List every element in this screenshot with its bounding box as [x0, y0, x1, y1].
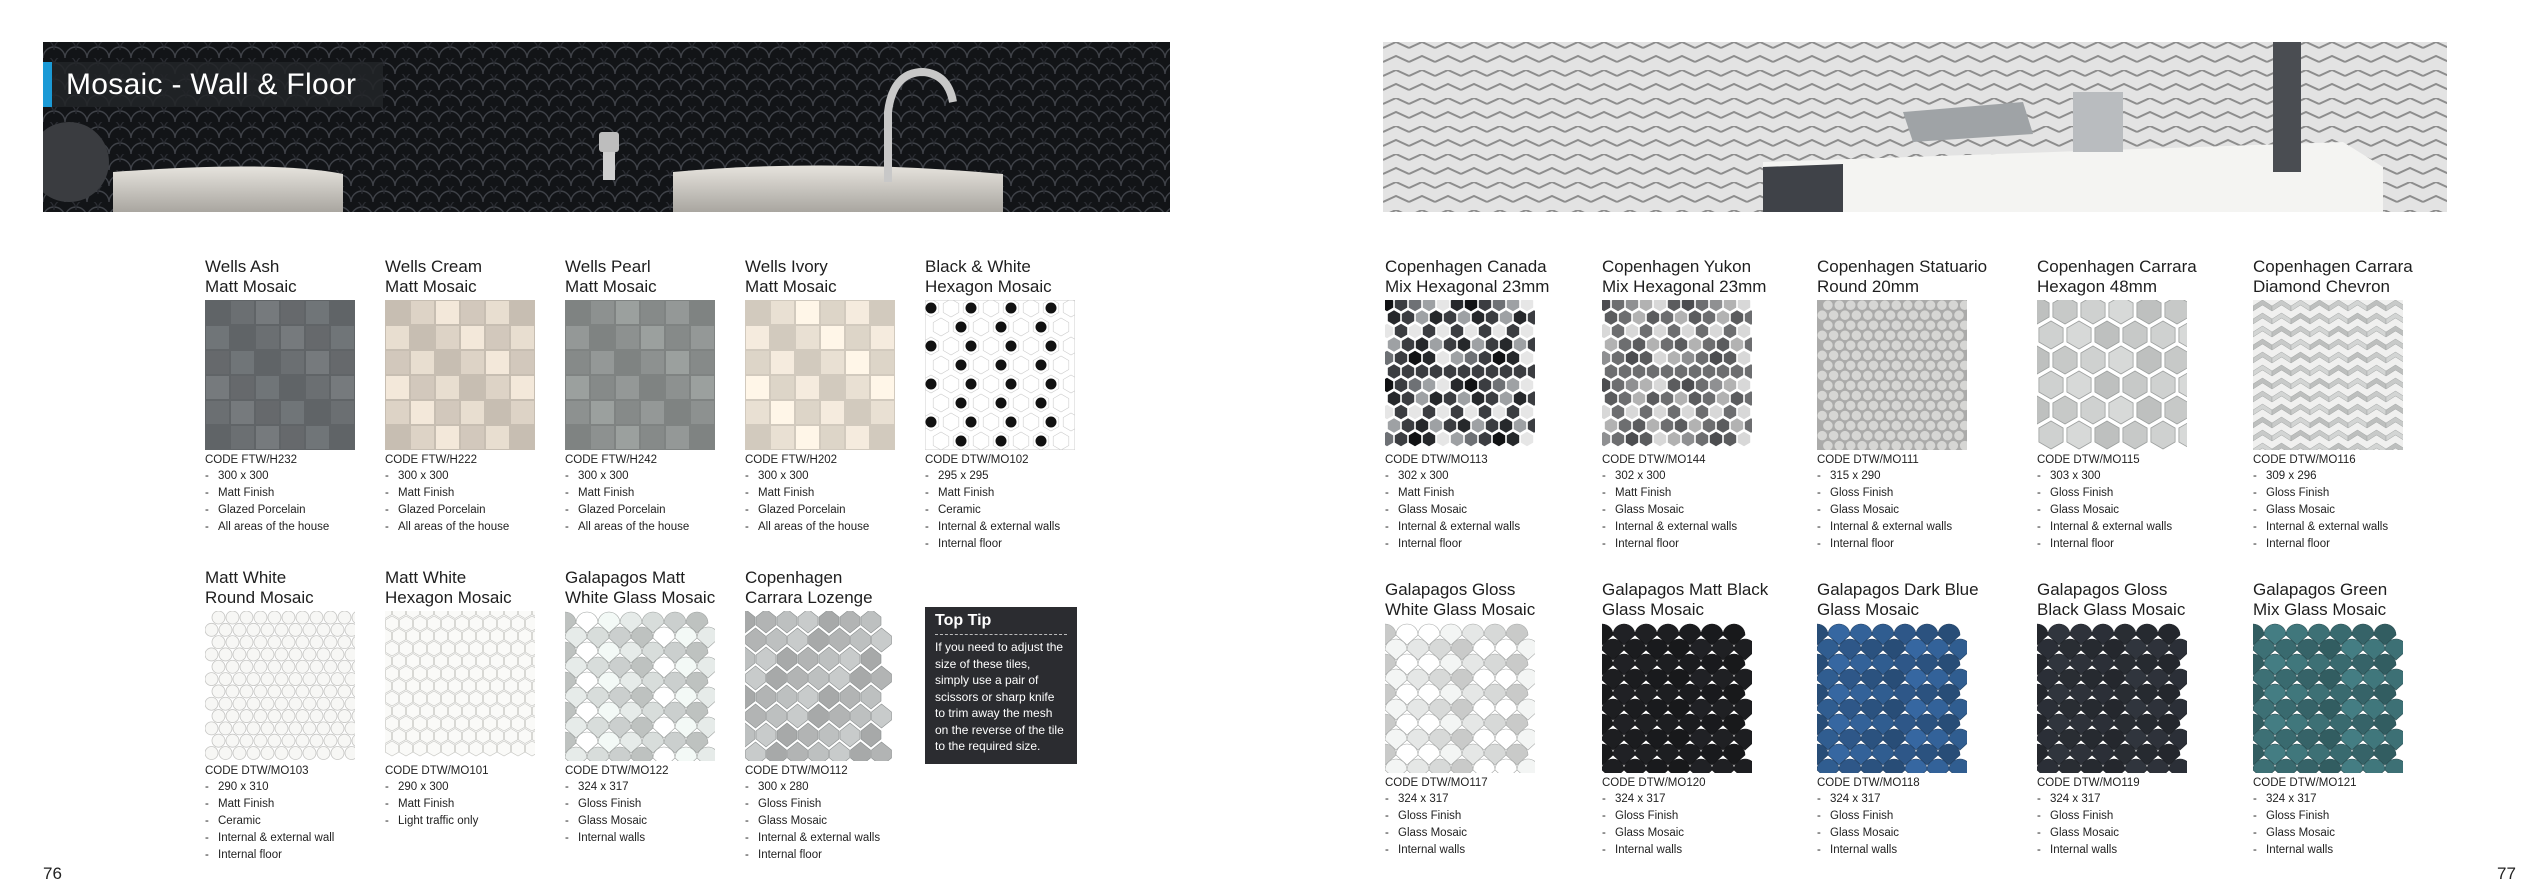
spec-item: - 290 x 300 — [385, 779, 561, 796]
product-card[interactable] — [1385, 580, 1561, 859]
spec-item: - Internal floor — [2037, 536, 2213, 553]
spec-item: - Internal walls — [1602, 842, 1778, 859]
product-card[interactable] — [2037, 580, 2213, 859]
spec-item: - 315 x 290 — [1817, 468, 1993, 485]
product-code: CODE FTW/H222 — [385, 454, 478, 466]
spec-item: - Glass Mosaic — [1602, 502, 1778, 519]
spec-item: - Matt Finish — [745, 485, 921, 502]
spec-item: - Gloss Finish — [2037, 808, 2213, 825]
tile-swatch — [205, 300, 355, 450]
spec-list — [565, 468, 741, 536]
product-code: CODE DTW/MO116 — [2253, 454, 2356, 466]
spec-list — [745, 468, 921, 536]
spec-item: - Gloss Finish — [2253, 485, 2429, 502]
spec-item: - Internal walls — [565, 830, 741, 847]
product-code: CODE DTW/MO111 — [1817, 454, 1919, 466]
spec-list — [1817, 468, 1993, 553]
spec-list — [925, 468, 1101, 553]
spec-list — [1602, 791, 1778, 859]
product-name: Galapagos Dark Blue Glass Mosaic — [1817, 580, 1979, 619]
spec-item: - 324 x 317 — [1602, 791, 1778, 808]
product-code: CODE DTW/MO118 — [1817, 777, 1920, 789]
spec-item: - Internal & external wall — [205, 830, 381, 847]
spec-item: - Glazed Porcelain — [205, 502, 381, 519]
spec-item: - Internal & external walls — [1385, 519, 1561, 536]
spec-item: - Ceramic — [205, 813, 381, 830]
product-code: CODE DTW/MO117 — [1385, 777, 1488, 789]
top-tip-title: Top Tip — [935, 612, 1067, 635]
spec-item: - Glazed Porcelain — [385, 502, 561, 519]
spec-item: - 300 x 300 — [385, 468, 561, 485]
spec-item: - Internal & external walls — [745, 830, 921, 847]
spec-item: - Internal floor — [2253, 536, 2429, 553]
tile-swatch — [1817, 300, 1967, 450]
spec-item: - Matt Finish — [205, 796, 381, 813]
spec-item: - Internal walls — [2253, 842, 2429, 859]
basin-left — [113, 166, 343, 212]
spec-item: - Internal floor — [1602, 536, 1778, 553]
spec-item: - Gloss Finish — [745, 796, 921, 813]
product-code: CODE DTW/MO122 — [565, 765, 669, 777]
product-name: Matt White Round Mosaic — [205, 568, 314, 607]
spec-list — [205, 468, 381, 536]
banner-image-right — [1383, 42, 2447, 212]
spec-item: - 324 x 317 — [1385, 791, 1561, 808]
product-name: Wells Ash Matt Mosaic — [205, 257, 297, 296]
spec-item: - Matt Finish — [1602, 485, 1778, 502]
spec-item: - Matt Finish — [205, 485, 381, 502]
spec-list — [2253, 468, 2429, 553]
spec-item: - 300 x 300 — [205, 468, 381, 485]
spec-item: - Internal & external walls — [2253, 519, 2429, 536]
tile-swatch — [1817, 623, 1967, 773]
spec-item: - Glass Mosaic — [1817, 825, 1993, 842]
product-card[interactable] — [1817, 257, 1993, 553]
tile-swatch — [1385, 300, 1535, 450]
spec-item: - Gloss Finish — [2253, 808, 2429, 825]
product-name: Wells Ivory Matt Mosaic — [745, 257, 837, 296]
spec-item: - 302 x 300 — [1602, 468, 1778, 485]
spec-list — [385, 779, 561, 830]
product-card[interactable] — [565, 568, 741, 847]
spec-item: - Light traffic only — [385, 813, 561, 830]
spec-item: - Gloss Finish — [565, 796, 741, 813]
tile-swatch — [2037, 623, 2187, 773]
product-card[interactable] — [2253, 257, 2429, 553]
spec-item: - Internal & external walls — [925, 519, 1101, 536]
spec-item: - Glass Mosaic — [2253, 502, 2429, 519]
chevron-tile-wall — [1383, 42, 2447, 212]
spec-item: - Internal & external walls — [2037, 519, 2213, 536]
spec-item: - Gloss Finish — [1602, 808, 1778, 825]
tile-swatch — [2253, 300, 2403, 450]
page-title: Mosaic - Wall & Floor — [66, 67, 357, 101]
product-name: Copenhagen Statuario Round 20mm — [1817, 257, 1988, 296]
product-code: CODE DTW/MO121 — [2253, 777, 2357, 789]
tile-swatch — [565, 611, 715, 761]
product-card[interactable] — [1602, 257, 1778, 553]
spec-item: - Glass Mosaic — [2037, 825, 2213, 842]
product-name: Copenhagen Carrara Diamond Chevron — [2253, 257, 2413, 296]
tile-swatch — [1602, 623, 1752, 773]
spec-item: - 309 x 296 — [2253, 468, 2429, 485]
top-tip-body: If you need to adjust the size of these tiles, simply use a pair of scissors or sharp knife to trim away the mesh on the reverse of the tile to the required size. — [935, 640, 1064, 753]
spec-item: - Gloss Finish — [1817, 808, 1993, 825]
spec-list — [745, 779, 921, 864]
spec-list — [1385, 468, 1561, 553]
product-card[interactable] — [2037, 257, 2213, 553]
product-card[interactable] — [925, 257, 1101, 553]
product-code: CODE DTW/MO115 — [2037, 454, 2140, 466]
spec-item: - Glass Mosaic — [1385, 502, 1561, 519]
product-card[interactable] — [385, 257, 561, 536]
product-card[interactable] — [1602, 580, 1778, 859]
spec-item: - Internal walls — [1385, 842, 1561, 859]
spec-item: - Internal & external walls — [1602, 519, 1778, 536]
product-card[interactable] — [205, 568, 381, 864]
spec-item: - Matt Finish — [385, 796, 561, 813]
product-card[interactable] — [745, 568, 921, 864]
spec-item: - Internal floor — [745, 847, 921, 864]
product-name: Galapagos Gloss Black Glass Mosaic — [2037, 580, 2186, 619]
spec-item: - Matt Finish — [925, 485, 1101, 502]
product-name: Wells Cream Matt Mosaic — [385, 257, 482, 296]
tile-swatch — [745, 611, 895, 761]
tile-swatch — [565, 300, 715, 450]
product-name: Galapagos Green Mix Glass Mosaic — [2253, 580, 2388, 619]
title-accent-bar — [43, 62, 52, 107]
spec-item: - 324 x 317 — [2253, 791, 2429, 808]
spec-item: - Internal floor — [205, 847, 381, 864]
spec-item: - Gloss Finish — [1385, 808, 1561, 825]
spec-list — [1385, 791, 1561, 859]
spec-item: - Matt Finish — [1385, 485, 1561, 502]
product-code: CODE DTW/MO120 — [1602, 777, 1706, 789]
spec-item: - 302 x 300 — [1385, 468, 1561, 485]
product-name: Galapagos Gloss White Glass Mosaic — [1385, 580, 1536, 619]
product-card[interactable] — [2253, 580, 2429, 859]
spec-item: - Internal floor — [1385, 536, 1561, 553]
product-card[interactable] — [1817, 580, 1993, 859]
tile-swatch — [1385, 623, 1535, 773]
spec-item: - Glass Mosaic — [2253, 825, 2429, 842]
product-code: CODE DTW/MO103 — [205, 765, 309, 777]
top-tip-box — [925, 607, 1077, 764]
spec-item: - Glass Mosaic — [2037, 502, 2213, 519]
product-name: Copenhagen Yukon Mix Hexagonal 23mm — [1602, 257, 1767, 296]
spec-item: - Glass Mosaic — [1602, 825, 1778, 842]
product-name: Galapagos Matt Black Glass Mosaic — [1602, 580, 1769, 619]
product-code: CODE DTW/MO101 — [385, 765, 489, 777]
spec-item: - Glazed Porcelain — [565, 502, 741, 519]
product-name: Copenhagen Carrara Lozenge — [745, 568, 873, 607]
spec-item: - Glass Mosaic — [1385, 825, 1561, 842]
tile-swatch — [205, 611, 355, 761]
product-name: Black & White Hexagon Mosaic — [925, 257, 1052, 296]
product-code: CODE DTW/MO113 — [1385, 454, 1488, 466]
tile-swatch — [745, 300, 895, 450]
spec-list — [1817, 791, 1993, 859]
spec-item: - 290 x 310 — [205, 779, 381, 796]
page-number-left: 76 — [43, 864, 62, 883]
spec-item: - Internal floor — [1817, 536, 1993, 553]
spec-item: - All areas of the house — [745, 519, 921, 536]
tile-swatch — [925, 300, 1075, 450]
product-card[interactable] — [205, 257, 381, 536]
spec-item: - Matt Finish — [385, 485, 561, 502]
spec-item: - 324 x 317 — [2037, 791, 2213, 808]
product-name: Copenhagen Carrara Hexagon 48mm — [2037, 257, 2197, 296]
spec-item: - Internal & external walls — [1817, 519, 1993, 536]
product-code: CODE FTW/H202 — [745, 454, 838, 466]
spec-item: - 324 x 317 — [1817, 791, 1993, 808]
product-card[interactable] — [745, 257, 921, 536]
spec-list — [205, 779, 381, 864]
tile-swatch — [385, 611, 535, 761]
spec-item: - Glass Mosaic — [1817, 502, 1993, 519]
spec-list — [385, 468, 561, 536]
product-name: Galapagos Matt White Glass Mosaic — [565, 568, 716, 607]
spec-item: - Internal walls — [1817, 842, 1993, 859]
spec-item: - 300 x 300 — [745, 468, 921, 485]
tile-swatch — [385, 300, 535, 450]
spec-list — [2037, 468, 2213, 553]
tile-swatch — [1602, 300, 1752, 450]
tile-swatch — [2253, 623, 2403, 773]
tile-swatch — [2037, 300, 2187, 450]
spec-item: - Internal walls — [2037, 842, 2213, 859]
product-code: CODE DTW/MO119 — [2037, 777, 2140, 789]
spec-item: - 300 x 300 — [565, 468, 741, 485]
spec-item: - Gloss Finish — [2037, 485, 2213, 502]
spec-item: - 300 x 280 — [745, 779, 921, 796]
spec-item: - 303 x 300 — [2037, 468, 2213, 485]
spec-item: - Glass Mosaic — [565, 813, 741, 830]
spec-item: - 295 x 295 — [925, 468, 1101, 485]
basin-right — [673, 165, 1003, 212]
spec-item: - All areas of the house — [205, 519, 381, 536]
product-code: CODE FTW/H232 — [205, 454, 298, 466]
spec-item: - All areas of the house — [565, 519, 741, 536]
spec-item: - Gloss Finish — [1817, 485, 1993, 502]
spec-list — [565, 779, 741, 847]
spec-item: - Glazed Porcelain — [745, 502, 921, 519]
spec-list — [1602, 468, 1778, 553]
spec-item: - All areas of the house — [385, 519, 561, 536]
product-card[interactable] — [565, 257, 741, 536]
spec-item: - Glass Mosaic — [745, 813, 921, 830]
product-code: CODE DTW/MO102 — [925, 454, 1029, 466]
section-title — [43, 62, 383, 107]
spec-list — [2253, 791, 2429, 859]
product-name: Copenhagen Canada Mix Hexagonal 23mm — [1385, 257, 1550, 296]
product-name: Matt White Hexagon Mosaic — [385, 568, 512, 607]
product-code: CODE FTW/H242 — [565, 454, 658, 466]
spec-item: - Matt Finish — [565, 485, 741, 502]
spec-item: - Internal floor — [925, 536, 1101, 553]
product-code: CODE DTW/MO112 — [745, 765, 848, 777]
page-number-right: 77 — [2497, 864, 2516, 883]
spec-item: - 324 x 317 — [565, 779, 741, 796]
product-code: CODE DTW/MO144 — [1602, 454, 1706, 466]
product-card[interactable] — [385, 568, 561, 830]
product-name: Wells Pearl Matt Mosaic — [565, 257, 657, 296]
product-card[interactable] — [1385, 257, 1561, 553]
spec-item: - Ceramic — [925, 502, 1101, 519]
spec-list — [2037, 791, 2213, 859]
soap-dispenser — [2273, 42, 2301, 172]
